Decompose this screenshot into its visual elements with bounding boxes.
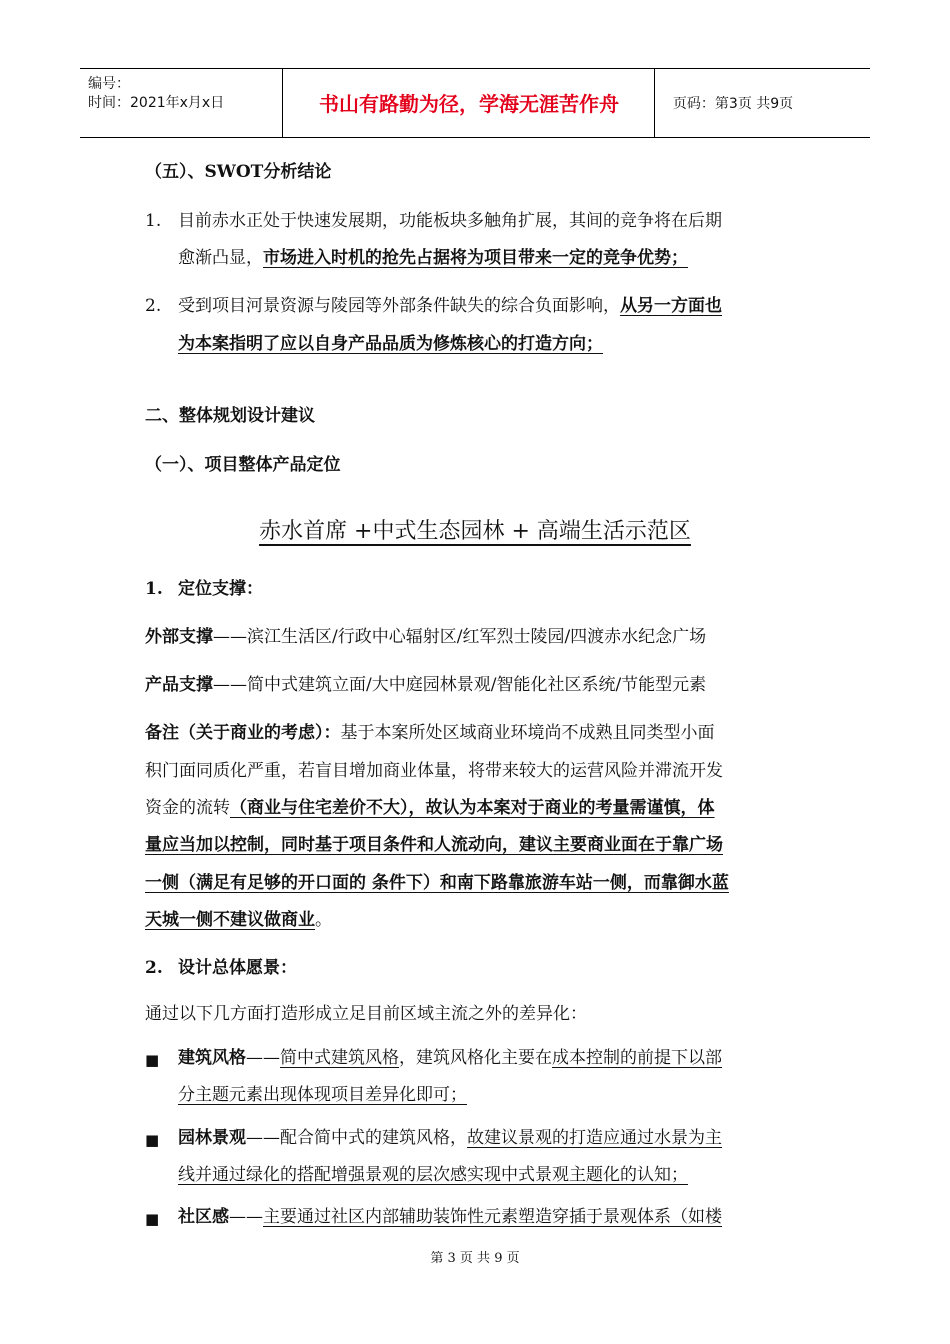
architecture-line-2: 分主题元素出现体现项目差异化即可； (178, 1085, 467, 1105)
swot-heading: （五）、SWOT分析结论 (145, 162, 332, 182)
positioning-slogan: 赤水首席 +中式生态园林 + 高端生活示范区 (259, 519, 691, 544)
header-meta (80, 69, 283, 137)
bullet-square-icon: ■ (145, 1051, 160, 1069)
note-line-3: 资金的流转（商业与住宅差价不大），故认为本案对于商业的考量需谨慎，体 (145, 798, 715, 818)
garden-line-1: 园林景观——配合简中式的建筑风格，故建议景观的打造应通过水景为主 (178, 1128, 722, 1148)
swot-point-2-line-1: 2. 受到项目河景资源与陵园等外部条件缺失的综合负面影响，从另一方面也 (145, 296, 722, 316)
header-motto: 书山有路勤为径，学海无涯苦作舟 (284, 69, 655, 137)
bullet-square-icon: ■ (145, 1131, 160, 1149)
page-footer: 第 3 页 共 9 页 (430, 1251, 520, 1266)
note-line-4: 量应当加以控制，同时基于项目条件和人流动向，建议主要商业面在于靠广场 (145, 835, 723, 855)
garden-line-2: 线并通过绿化的搭配增强景观的层次感实现中式景观主题化的认知； (178, 1165, 688, 1185)
architecture-line-1: 建筑风格——简中式建筑风格，建筑风格化主要在成本控制的前提下以部 (178, 1048, 722, 1068)
note-line-2: 积门面同质化严重，若盲目增加商业体量，将带来较大的运营风险并滞流开发 (145, 761, 723, 781)
external-support: 外部支撑——滨江生活区/行政中心辐射区/红军烈士陵园/四渡赤水纪念广场 (145, 627, 707, 647)
swot-point-1-line-1: 1. 目前赤水正处于快速发展期，功能板块多触角扩展，其间的竞争将在后期 (145, 211, 722, 231)
note-line-6: 天城一侧不建议做商业。 (145, 910, 332, 930)
swot-point-1-line-2: 愈渐凸显，市场进入时机的抢先占据将为项目带来一定的竞争优势； (178, 248, 688, 268)
subsection-1-heading: （一）、项目整体产品定位 (145, 455, 341, 475)
product-support: 产品支撑——简中式建筑立面/大中庭园林景观/智能化社区系统/节能型元素 (145, 675, 707, 695)
doc-time-label: 时间：2021年x月x日 (88, 95, 225, 111)
doc-number-label: 编号： (88, 76, 130, 92)
bullet-square-icon: ■ (145, 1210, 160, 1228)
note-line-1: 备注（关于商业的考虑）：基于本案所处区域商业环境尚不成熟且同类型小面 (145, 723, 715, 743)
community-line-1: 社区感——主要通过社区内部辅助装饰性元素塑造穿插于景观体系（如楼 (178, 1207, 722, 1227)
section-2-heading: 二、整体规划设计建议 (145, 406, 315, 426)
vision-heading: 2. 设计总体愿景： (145, 958, 297, 978)
vision-intro: 通过以下几方面打造形成立足目前区域主流之外的差异化： (145, 1004, 587, 1024)
note-line-5: 一侧（满足有足够的开口面的 条件下）和南下路靠旅游车站一侧，而靠御水蓝 (145, 873, 729, 893)
swot-point-2-line-2: 为本案指明了应以自身产品品质为修炼核心的打造方向； (178, 334, 603, 354)
header-page-code: 页码：第3页 共9页 (672, 96, 794, 112)
support-heading: 1. 定位支撑： (145, 579, 263, 599)
page-header (80, 68, 870, 138)
